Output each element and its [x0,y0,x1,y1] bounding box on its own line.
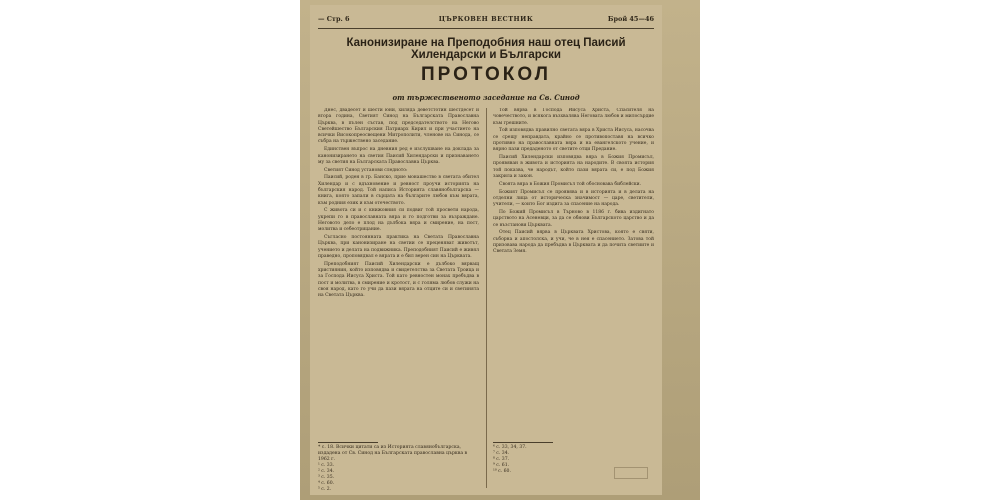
footnote: ⁹ с. 61. [493,463,510,468]
paragraph: Отец Паисий вярва в Църквата Христова, която е святи, съборна и апостолска, и учи, че в нея е спасението. Затова той призовава народа да пребъдва в Църквата и да почита светиите и Светата Земя. [493,230,654,255]
footnote: ¹⁰ с. 60. [493,469,511,474]
newspaper-page [310,5,662,495]
paragraph: Единствен въпрос на дневния ред е изслушване на доклада за канонизирането на светия Паисий Хилендарски и признаването му за светия на Българската Православна Църква. [318,147,479,165]
paragraph: С живота си и с книжовния си подвиг той просвети народа, укрепи го в православната вяра и го подготви за възраждане. Неговото дело е плод на дълбока вяра и смирение, на пост, молитва и себеотрицание. [318,208,479,233]
footnote: ³ с. 35. [318,475,335,480]
footnote: ¹ с. 33. [318,463,335,468]
paragraph: По Божий Промисъл в Търново в 1186 г. бива издигнато царството на Асеневци, за да се обнови Българското царство и да се възстанови Църквата. [493,209,654,228]
footnote: ⁸ с. 37. [493,457,510,462]
paragraph: Божият Промисъл се проявява и в историята и в делата на отделни лица от историческа значимост — царе, светители, учители, — които Бог издига за спасение на народа. [493,189,654,208]
paragraph: Паисий Хилендарски изповядва вяра в Божия Промисъл, проявяван в живота и историята на народите. В своята история той показва, че народът, който пази вярата си, е под Божия закрила и закон. [493,155,654,179]
newspaper-name: ЦЪРКОВЕН ВЕСТНИК [438,15,534,23]
issue-number: Брой 45—46 [607,15,654,23]
paragraph: Своята вяра в Божия Промисъл той обосновава библейски. [499,181,642,187]
paragraph: Съгласно постоянната практика на Светата Православна Църква, при канонизиране на светии се преценяват животът, учението и делата на подвижника. Преподобният Паисий е живял праведно, проповядвал е вярата и е бил верен син на Църквата. [318,235,479,260]
article-subtitle: от тържественото заседание на Св. Синод [392,93,580,102]
paragraph: Днес, двадесет и шести юни, хиляда деветстотин шестдесет и втора година, Светият Синод на Българската Православна Църква, в пълен състав, под председателството на Негово Светейшество Българския Патриарх Кирил и при участието на всички Високопреосвещени Митрополити, членове на Синода, се събра на тържествено заседание. [318,108,479,145]
footnote-rule [318,442,378,443]
paragraph: Той изповядва правилно светата вяра в Христа Иисуса, насочва се срещу неправдата, крайно се противопоставя на всичко противно на православната вяра и на евангелското учение, и вярно пази предаденото от светите отци Предание. [493,128,654,153]
footnote: ⁶ с. 33, 34, 37. [493,445,527,450]
paragraph: Паисий, роден в гр. Банско, прие монашество в светата обител Хилендар и с вдъхновение и ревност проучи историята на българския народ. Той написа Историята славянобългарска — книга, която запали в сърцата на българите любов към вярата, към родния език и към отечеството. [318,175,479,206]
page-header [318,15,654,27]
footnotes-left [318,445,479,493]
footnotes-right [493,445,613,475]
paragraph: Светият Синод установи следното: [324,167,408,173]
article-title: Канонизиране на Преподобния наш отец Паисий Хилендарски и Български [346,37,626,61]
page-number: — Стр. 6 [318,15,350,23]
archive-stamp [614,467,648,479]
footnote: ⁵ с. 2. [318,487,332,492]
right-column [493,108,654,438]
footnote: ² с. 34. [318,469,335,474]
left-column [318,108,479,438]
paragraph: Той вярва в Господа Иисуса Христа, Спасителя на човечеството, и всякога възхвалява Неговата любов и милосърдие към грешните. [493,108,654,126]
column-divider [486,108,487,488]
footnote: * с. 18. Всички цитати са из Историята славянобългарска, издадена от Св. Синод на Българската православна църква в 1962 г. [318,445,468,462]
article-heading: ПРОТОКОЛ [420,64,551,85]
footnote: ⁷ с. 34. [493,451,510,456]
footnote-rule [493,442,553,443]
footnote: ⁴ с. 60. [318,481,335,486]
header-rule [318,28,654,29]
paragraph: Преподобният Паисий Хилендарски е дълбоко вярващ християнин, който изповядва и свидетелства за Светата Троица и за Господа Иисуса Христа. Той като ревностен монах пребъдва в пост и молитва, в смирение и кротост, и с голяма любов служи на своя народ, като го учи да пази вярата на отците си и светинята на Светата Църква. [318,261,479,299]
